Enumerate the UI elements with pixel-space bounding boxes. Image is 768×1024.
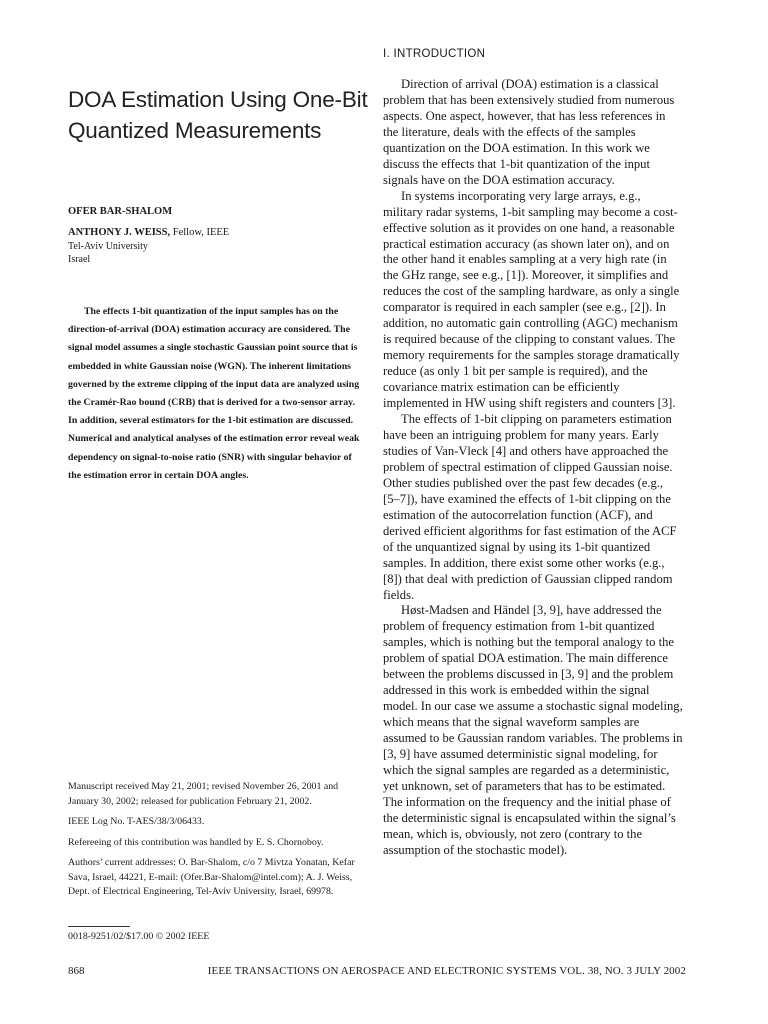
author-1 (68, 204, 368, 219)
introduction-column (383, 46, 683, 859)
author-2-suffix: Fellow, IEEE (170, 227, 230, 238)
author-2 (68, 225, 368, 240)
journal-info: IEEE TRANSACTIONS ON AEROSPACE AND ELECTRONIC SYSTEMS VOL. 38, NO. 3 JULY 2002 (207, 965, 686, 977)
address-note: Authors’ current addresses: O. Bar-Shalom, c/o 7 Mivtza Yonatan, Kefar Sava, Israel, 44221, E-mail: (Ofer.Bar-Shalom@intel.com); A. J. Weiss, Dept. of Electrical Engineering, Tel-Aviv University, Israel, 69978. (68, 857, 355, 897)
intro-paragraph-3: The effects of 1-bit clipping on parameters estimation have been an intriguing problem for many years. Early studies of Van-Vleck [4] and others have approached the problem of spectral estimation of clipped Gaussian noise. Other studies published over the past few decades (e.g., [5–7]), have examined the effects of 1-bit clipping on the estimation of the autocorrelation function (ACF), and derived efficient algorithms for fast estimation of the ACF of the unquantized signal by using its 1-bit quantized samples. In addition, there exist some other works (e.g., [8]) that deal with prediction of Gaussian clipped random fields. (383, 412, 677, 602)
intro-paragraph-2: In systems incorporating very large arrays, e.g., military radar systems, 1-bit sampling may become a cost-effective solution as it provides on one hand, a reasonable practical estimation accuracy (as shown later on), and on the other hand it enables sampling at a very high rate (in the GHz range, see e.g., [1]). Moreover, it simplifies and reduces the cost of the sampling hardware, as only a single comparator is required in each sampler (see e.g., [2]). In addition, no automatic gain controlling (AGC) mechanism is required because of the clipping to constant values. The memory requirements for the samples storage dramatically reduce (as only 1 bit per sample is required), and the covariance matrix estimation can be efficiently implemented in HW using shift registers and counters [3]. (383, 188, 680, 411)
referee-note: Refereeing of this contribution was handled by E. S. Chornoboy. (68, 836, 324, 848)
author-2-name: ANTHONY J. WEISS, (68, 227, 171, 238)
intro-paragraph-1: Direction of arrival (DOA) estimation is a classical problem that has been extensively studied from numerous aspects. One aspect, however, that has less references in the literature, deals with the effects of the samples quantization on the DOA estimation. In this work we discuss the effects that 1-bit quantization of the input signals have on the DOA estimation accuracy. (383, 77, 675, 187)
manuscript-note: Manuscript received May 21, 2001; revised November 26, 2001 and January 30, 2002; released for publication February 21, 2002. (68, 781, 339, 807)
paper-title (68, 84, 368, 146)
affiliation-line-1: Tel-Aviv University (68, 241, 148, 252)
section-heading: I. INTRODUCTION (383, 48, 486, 60)
log-note: IEEE Log No. T-AES/38/3/06433. (68, 816, 205, 827)
author-1-name: OFER BAR-SHALOM (68, 206, 173, 217)
copyright-line: 0018-9251/02/$17.00 © 2002 IEEE (68, 931, 210, 942)
title-line-2: Quantized Measurements (68, 118, 322, 143)
footnotes (68, 780, 370, 906)
title-block (68, 84, 368, 146)
copyright-rule (68, 926, 130, 927)
page-footer (68, 964, 686, 978)
author-block (68, 204, 368, 266)
intro-paragraph-4: Høst-Madsen and Händel [3, 9], have addressed the problem of frequency estimation from 1-bit quantized samples, which is nothing but the temporal analogy to the problem of spatial DOA estimation. The main difference between the problems discussed in [3, 9] and the problem addressed in this work is embedded within the signal model. In our case we assume a stochastic signal modeling, which means that the signal waveform samples are assumed to be Gaussian random variables. The problems in [3, 9] have assumed deterministic signal modeling, for which the signal samples are regarded as a deterministic, yet unknown, set of parameters that has to be estimated. The information on the frequency and the initial phase of the deterministic signal is encapsulated within the signal’s mean, which is, obviously, not zero (contrary to the assumption of the stochastic model). (383, 603, 683, 857)
page-number: 868 (68, 965, 85, 977)
abstract: The effects 1-bit quantization of the input samples has on the direction-of-arrival (DOA) estimation accuracy are considered. The signal model assumes a single stochastic Gaussian point source that is embedded in white Gaussian noise (WGN). The inherent limitations governed by the extreme clipping of the input data are analyzed using the Cramér-Rao bound (CRB) that is derived for a two-sensor array. In addition, several estimators for the 1-bit estimation are discussed. Numerical and analytical analyses of the estimation error reveal weak dependency on signal-to-noise ratio (SNR) with singular behavior of the estimation error in certain DOA angles. (68, 306, 360, 481)
affiliation-line-2: Israel (68, 254, 91, 265)
title-line-1: DOA Estimation Using One-Bit (68, 87, 368, 112)
